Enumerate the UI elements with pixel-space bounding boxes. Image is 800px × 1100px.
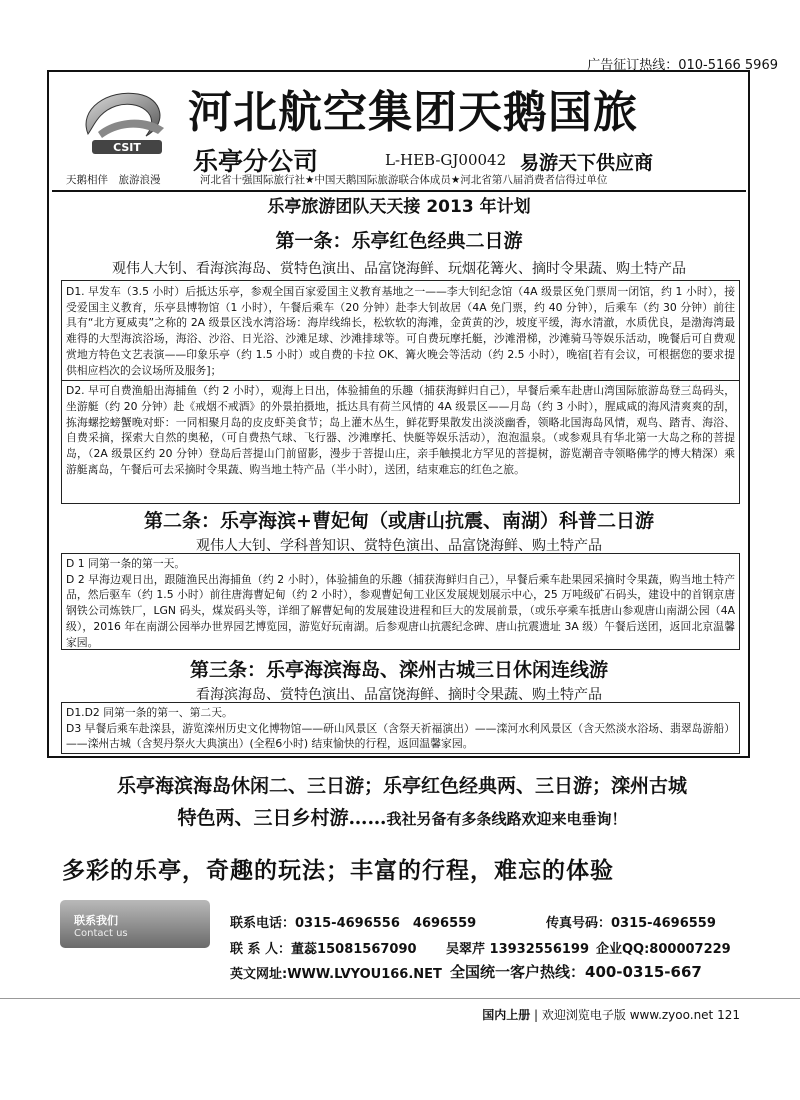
promo-line-1: 乐亭海滨海岛休闲二、三日游；乐亭红色经典两、三日游；滦州古城 bbox=[116, 775, 687, 797]
promo-line-2-big: 特色两、三日乡村游…… bbox=[177, 807, 387, 829]
itinerary-day: D 1 同第一条的第一天。 bbox=[66, 557, 186, 570]
branch-name: 乐亭分公司 bbox=[193, 147, 319, 176]
promo-line-2-small: 我社另备有多条线路欢迎来电垂询！ bbox=[386, 810, 627, 828]
section-1-subtitle: 观伟人大钊、看海滨海岛、赏特色演出、品富饶海鲜、玩烟花篝火、摘时令果蔬、购土特产品 bbox=[112, 261, 686, 277]
section-1-title: 第一条：乐亭红色经典二日游 bbox=[275, 230, 523, 252]
company-brand: 河北航空集团天鹅国旅 bbox=[188, 87, 638, 138]
section-1-itinerary bbox=[61, 280, 740, 504]
page-footer bbox=[482, 1006, 740, 1023]
itinerary-day: D 2 早海边观日出，跟随渔民出海捕鱼（约 2 小时），体验捕鱼的乐趣（捕获海鲜归自己），早餐后乘车赴果园采摘时令果蔬，购当地土特产品，然后驱车（约 1.5 小时）前往唐海曹妃甸（约 2 小时），参观曹妃甸工业区发展规划展示中心，25 万吨级矿石码头，建设中的首钢京唐钢铁公司炼铁厂，LGN 码头，煤炭码头等，详细了解曹妃甸的发展建设进程和巨大的发展前景，（或乐亭乘车抵唐山参观唐山南湖公园（4A 级），2016 年在南湖公园举办世界园艺博览园，游览好玩南湖。后参观唐山抗震纪念碑、唐山抗震遗址 3A 级）午餐后送团，返回北京温馨家园。 bbox=[66, 572, 735, 649]
itinerary-day: D2. 早可自费渔船出海捕鱼（约 2 小时），观海上日出，体验捕鱼的乐趣（捕获海鲜归自己），早餐后乘车赴唐山湾国际旅游岛登三岛码头，坐游艇（约 20 分钟）赴《戒烟不戒酒》的外景拍摄地，抵达具有荷兰风情的 4A 级景区——月岛（约 3 小时），腥咸咸的海风清爽爽的刮，拣海螺挖螃蟹晚对虾：一同相聚月岛的皮皮虾美食节；岛上灌木丛生，鲜花野果散发出淡淡幽香，领略北国海岛风情，观鸟、踏青、海浴、自费采摘，探索大自然的奥秘，（可自费热气球、飞行器、沙滩摩托、快艇等娱乐活动），泡泡温泉。（或参观具有华北第一大岛之称的菩提岛，（2A 级景区约 20 分钟）登岛后菩提山门前留影，漫步于菩提山庄，亲手触摸北方罕见的菩提树，游览潮音寺领略佛学的博大精深）乘游艇离岛，午餐后可去采摘时令果蔬、购当地土特产品（半小时），送团，结束难忘的红色之旅。 bbox=[62, 380, 739, 477]
itinerary-day: D1. 早发车（3.5 小时）后抵达乐亭，参观全国百家爱国主义教育基地之一——李大钊纪念馆（4A 级景区免门票周一闭馆，约 1 小时），接受爱国主义教育，乐亭县博物馆（1 小时），午餐后乘车（20 分钟）赴李大钊故居（4A 免门票，约 40 分钟），后乘车（约 30 分钟）前往具有“北方夏威夷”之称的 2A 级景区浅水湾浴场：海岸线绵长，松软软的海滩，金黄黄的沙，坡度平缓，海水清澈，水质优良，是渤海湾最难得的大型海滨浴场，海浴、沙浴、日光浴、沙滩足球、沙滩排球等。可自费玩摩托艇，沙滩滑梯，沙滩骑马等娱乐活动，晚餐后可自费观赏地方特色文艺表演——印象乐亭（约 1.5 小时）或自费的卡拉 OK、篝火晚会等活动（约 2.5 小时），晚宿[若有会议，可根据您的要求提供相应档次的会议场所及服务]； bbox=[66, 285, 735, 377]
contact-fax: 传真号码：0315-4696559 bbox=[546, 916, 716, 931]
swan-logo-icon bbox=[68, 84, 180, 162]
section-2-itinerary bbox=[61, 553, 740, 650]
plan-title: 乐亭旅游团队天天接 2013 年计划 bbox=[267, 197, 531, 217]
motto: 天鹅相伴 旅游浪漫 bbox=[66, 174, 161, 186]
section-3-itinerary bbox=[61, 702, 740, 754]
footer-separator: | bbox=[534, 1008, 542, 1022]
contact-phone: 联系电话：0315-4696556 4696559 bbox=[230, 916, 477, 931]
footer-volume: 国内上册 bbox=[482, 1008, 531, 1022]
section-3-title: 第三条：乐亭海滨海岛、滦州古城三日休闲连线游 bbox=[189, 659, 608, 681]
section-2-subtitle: 观伟人大钊、学科普知识、赏特色演出、品富饶海鲜、购土特产品 bbox=[196, 538, 602, 554]
honors: 河北省十强国际旅行社★中国天鹅国际旅游联合体成员★河北省第八届消费者信得过单位 bbox=[200, 174, 608, 186]
promo-text bbox=[52, 770, 752, 835]
company-slogan: 易游天下供应商 bbox=[520, 152, 654, 174]
tagline: 多彩的乐亭，奇趣的玩法；丰富的行程，难忘的体验 bbox=[62, 858, 614, 884]
contact-person: 联 系 人：董蕊15081567090 bbox=[230, 942, 417, 957]
footer-divider bbox=[0, 998, 800, 999]
section-2-title: 第二条：乐亭海滨+曹妃甸（或唐山抗震、南湖）科普二日游 bbox=[144, 510, 654, 532]
contact-badge-cn: 联系我们 bbox=[74, 914, 118, 927]
logo-text: CSIT bbox=[113, 141, 141, 154]
promo-line-2 bbox=[52, 802, 752, 835]
license-number: L-HEB-GJ00042 bbox=[385, 151, 507, 169]
itinerary-day: D3 早餐后乘车赴滦县，游览滦州历史文化博物馆——研山风景区（含祭天祈福演出）——滦河水利风景区（含天然淡水浴场、翡翠岛游船）——滦州古城（含契丹祭火大典演出）(全程6小时) 结束愉快的行程，返回温馨家园。 bbox=[66, 721, 735, 751]
footer-welcome: 欢迎浏览电子版 www.zyoo.net bbox=[541, 1008, 714, 1022]
contact-badge bbox=[60, 900, 210, 948]
company-header bbox=[60, 76, 740, 186]
contact-person-2: 吴翠芹 13932556199 bbox=[446, 942, 590, 957]
ad-hotline: 广告征订热线：010-5166 5969 bbox=[587, 58, 778, 73]
contact-hotline: 全国统一客户热线：400-0315-667 bbox=[450, 963, 702, 981]
page-number: 121 bbox=[717, 1008, 740, 1022]
contact-website[interactable]: 英文网址:WWW.LVYOU166.NET bbox=[230, 967, 442, 982]
section-3-subtitle: 看海滨海岛、赏特色演出、品富饶海鲜、摘时令果蔬、购土特产品 bbox=[196, 687, 602, 703]
contact-qq: 企业QQ:800007229 bbox=[596, 942, 731, 957]
itinerary-day: D1.D2 同第一条的第一、第二天。 bbox=[66, 706, 233, 719]
contact-badge-en: Contact us bbox=[74, 928, 128, 939]
